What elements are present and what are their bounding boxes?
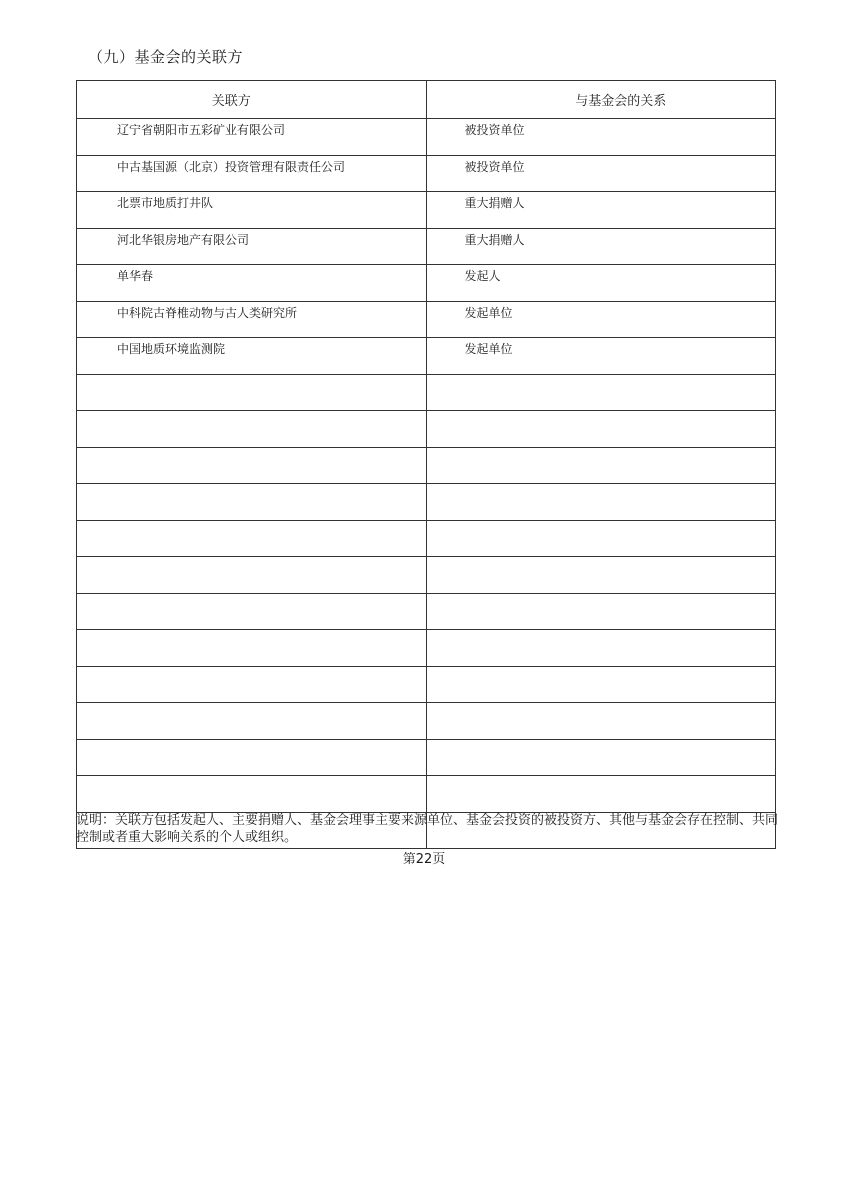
- cell-related-party: [77, 411, 427, 448]
- cell-relationship: [426, 411, 776, 448]
- table-row: [77, 155, 776, 192]
- cell-relationship: 重大捐赠人: [426, 228, 776, 265]
- cell-related-party: [77, 520, 427, 557]
- related-parties-table-wrapper: [76, 80, 776, 812]
- cell-related-party: 单华春: [77, 265, 427, 302]
- cell-relationship: [426, 666, 776, 703]
- cell-relationship: [426, 520, 776, 557]
- cell-relationship: 发起单位: [426, 301, 776, 338]
- cell-related-party: 中国地质环境监测院: [77, 338, 427, 375]
- cell-related-party: [77, 374, 427, 411]
- table-row: [77, 447, 776, 484]
- cell-related-party: [77, 447, 427, 484]
- header-relationship: 与基金会的关系: [426, 81, 776, 119]
- cell-relationship: 发起单位: [426, 338, 776, 375]
- cell-related-party: 辽宁省朝阳市五彩矿业有限公司: [77, 119, 427, 156]
- cell-relationship: [426, 739, 776, 776]
- cell-related-party: [77, 593, 427, 630]
- cell-related-party: [77, 630, 427, 667]
- table-row: [77, 228, 776, 265]
- cell-relationship: [426, 776, 776, 813]
- cell-related-party: [77, 484, 427, 521]
- related-parties-table: [76, 80, 776, 849]
- table-row: [77, 411, 776, 448]
- table-row: [77, 338, 776, 375]
- cell-relationship: [426, 484, 776, 521]
- cell-relationship: 重大捐赠人: [426, 192, 776, 229]
- cell-relationship: [426, 447, 776, 484]
- table-row: [77, 630, 776, 667]
- table-row: [77, 776, 776, 813]
- cell-related-party: [77, 666, 427, 703]
- table-body: [77, 119, 776, 849]
- table-row: [77, 557, 776, 594]
- cell-relationship: 被投资单位: [426, 119, 776, 156]
- cell-related-party: [77, 739, 427, 776]
- table-row: [77, 593, 776, 630]
- table-row: [77, 374, 776, 411]
- table-row: [77, 666, 776, 703]
- table-row: [77, 520, 776, 557]
- cell-relationship: [426, 630, 776, 667]
- cell-related-party: 中科院古脊椎动物与古人类研究所: [77, 301, 427, 338]
- cell-relationship: 被投资单位: [426, 155, 776, 192]
- cell-related-party: [77, 703, 427, 740]
- header-related-party: 关联方: [77, 81, 427, 119]
- table-row: [77, 265, 776, 302]
- table-header-row: [77, 81, 776, 119]
- cell-related-party: 中古基国源（北京）投资管理有限责任公司: [77, 155, 427, 192]
- section-title: （九）基金会的关联方: [88, 48, 244, 66]
- table-row: [77, 703, 776, 740]
- explanatory-note: 说明：关联方包括发起人、主要捐赠人、基金会理事主要来源单位、基金会投资的被投资方、其他与基金会存在控制、共同控制或者重大影响关系的个人或组织。: [76, 813, 779, 845]
- cell-relationship: 发起人: [426, 265, 776, 302]
- cell-related-party: [77, 557, 427, 594]
- cell-relationship: [426, 703, 776, 740]
- table-row: [77, 119, 776, 156]
- table-row: [77, 192, 776, 229]
- cell-relationship: [426, 374, 776, 411]
- cell-relationship: [426, 593, 776, 630]
- table-row: [77, 484, 776, 521]
- table-row: [77, 301, 776, 338]
- cell-related-party: 北票市地质打井队: [77, 192, 427, 229]
- cell-related-party: [77, 776, 427, 813]
- page-number: 第22页: [402, 852, 446, 867]
- cell-related-party: 河北华银房地产有限公司: [77, 228, 427, 265]
- table-row: [77, 739, 776, 776]
- cell-relationship: [426, 557, 776, 594]
